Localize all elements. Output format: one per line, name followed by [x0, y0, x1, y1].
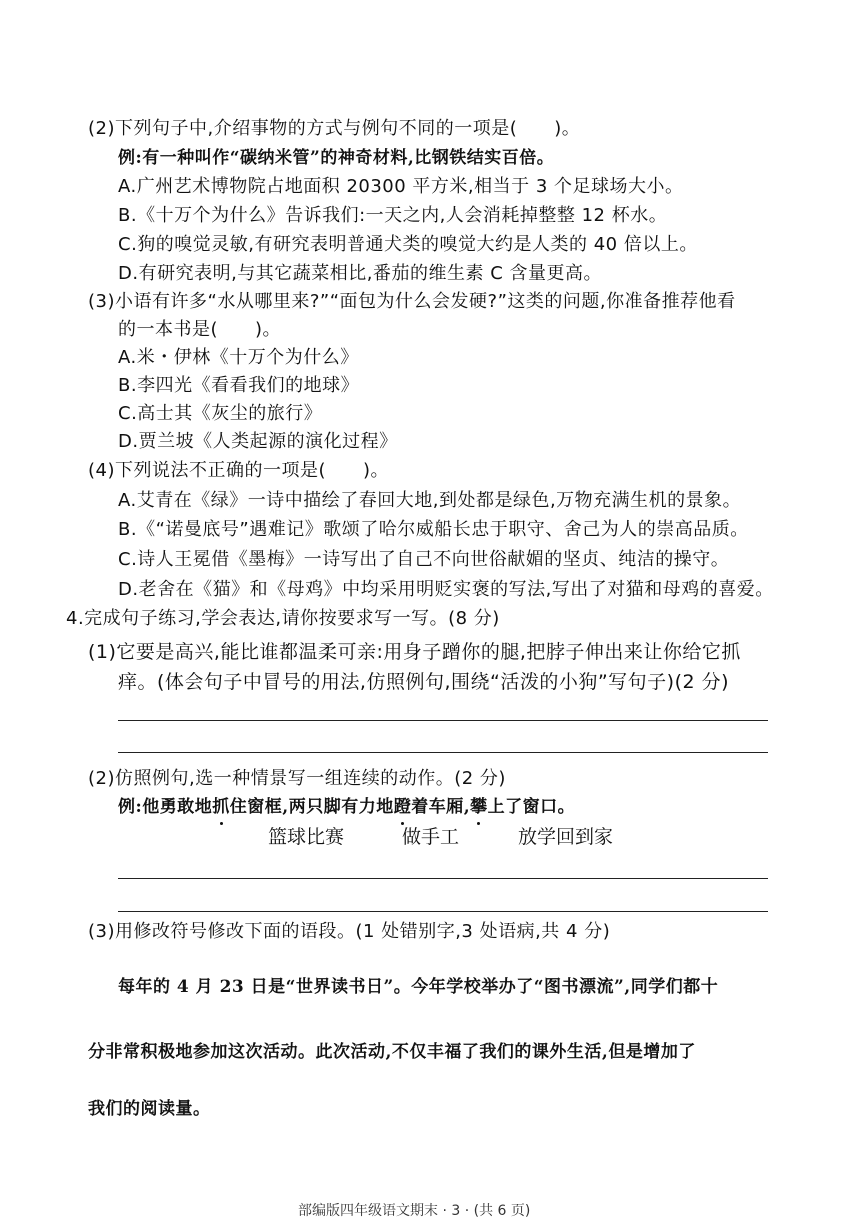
passage-line-3: 我们的阅读量。	[88, 1099, 211, 1119]
q3-3-stem-line2: 的一本书是( )。	[118, 319, 282, 340]
q3-4-stem: (4)下列说法不正确的一项是( )。	[88, 460, 390, 481]
q3-2-option-c: C.狗的嗅觉灵敏,有研究表明普通犬类的嗅觉大约是人类的 40 倍以上。	[118, 234, 698, 255]
q4-1-line2: 痒。(体会句子中冒号的用法,仿照例句,围绕“活泼的小狗”写句子)(2 分)	[118, 671, 730, 693]
q3-3-stem-line1: (3)小语有许多“水从哪里来?”“面包为什么会发硬?”这类的问题,你准备推荐他看	[88, 291, 736, 312]
page-footer: 部编版四年级语文期末 · 3 · (共 6 页)	[298, 1203, 531, 1219]
example-text-mid-1: 住窗框,两只脚有力地	[229, 797, 394, 817]
q3-3-option-c: C.高士其《灰尘的旅行》	[118, 403, 323, 424]
emphasis-char-3: 攀	[470, 797, 488, 817]
example-text-mid-2: 着车厢,	[411, 797, 471, 817]
q3-2-option-a: A.广州艺术博物院占地面积 20300 平方米,相当于 3 个足球场大小。	[118, 176, 684, 197]
q3-4-option-c: C.诗人王冕借《墨梅》一诗写出了自己不向世俗献媚的坚贞、纯洁的操守。	[118, 549, 730, 570]
q3-2-option-b: B.《十万个为什么》告诉我们:一天之内,人会消耗掉整整 12 杯水。	[118, 205, 668, 226]
answer-line-2[interactable]	[118, 752, 768, 753]
scenario-handcraft: 做手工	[402, 826, 460, 848]
example-text-prefix: 例:他勇敢地	[118, 797, 213, 817]
passage-line-1: 每年的 4 月 23 日是“世界读书日”。今年学校举办了“图书漂流”,同学们都十	[118, 977, 719, 997]
scenario-after-school: 放学回到家	[518, 826, 614, 848]
scenario-basketball: 篮球比赛	[268, 826, 345, 848]
q3-4-option-b: B.《“诺曼底号”遇难记》歌颂了哈尔威船长忠于职守、舍己为人的崇高品质。	[118, 519, 749, 540]
q4-2-stem: (2)仿照例句,选一种情景写一组连续的动作。(2 分)	[88, 768, 506, 789]
q3-3-option-b: B.李四光《看看我们的地球》	[118, 375, 360, 396]
q3-3-option-a: A.米・伊林《十万个为什么》	[118, 347, 359, 368]
q4-1-line1: (1)它要是高兴,能比谁都温柔可亲:用身子蹭你的腿,把脖子伸出来让你给它抓	[88, 641, 741, 663]
q4-3-stem: (3)用修改符号修改下面的语段。(1 处错别字,3 处语病,共 4 分)	[88, 921, 611, 942]
q3-4-option-d: D.老舍在《猫》和《母鸡》中均采用明贬实褒的写法,写出了对猫和母鸡的喜爱。	[118, 579, 774, 600]
q4-title: 4.完成句子练习,学会表达,请你按要求写一写。(8 分)	[66, 608, 500, 629]
q4-2-example	[118, 795, 575, 819]
answer-line-1[interactable]	[118, 720, 768, 721]
q3-2-stem: (2)下列句子中,介绍事物的方式与例句不同的一项是( )。	[88, 118, 581, 139]
q3-2-example: 例:有一种叫作“碳纳米管”的神奇材料,比钢铁结实百倍。	[118, 148, 555, 168]
q3-4-option-a: A.艾青在《绿》一诗中描绘了春回大地,到处都是绿色,万物充满生机的景象。	[118, 490, 742, 511]
emphasis-char-2: 蹬	[393, 797, 412, 817]
example-text-suffix: 上了窗口。	[487, 797, 576, 817]
passage-line-2: 分非常积极地参加这次活动。此次活动,不仅丰福了我们的课外生活,但是增加了	[88, 1042, 696, 1062]
q3-3-option-d: D.贾兰坡《人类起源的演化过程》	[118, 431, 398, 452]
answer-line-4[interactable]	[118, 911, 768, 912]
emphasis-char-1: 抓	[212, 797, 230, 817]
answer-line-3[interactable]	[118, 878, 768, 879]
q3-2-option-d: D.有研究表明,与其它蔬菜相比,番茄的维生素 C 含量更高。	[118, 263, 603, 284]
